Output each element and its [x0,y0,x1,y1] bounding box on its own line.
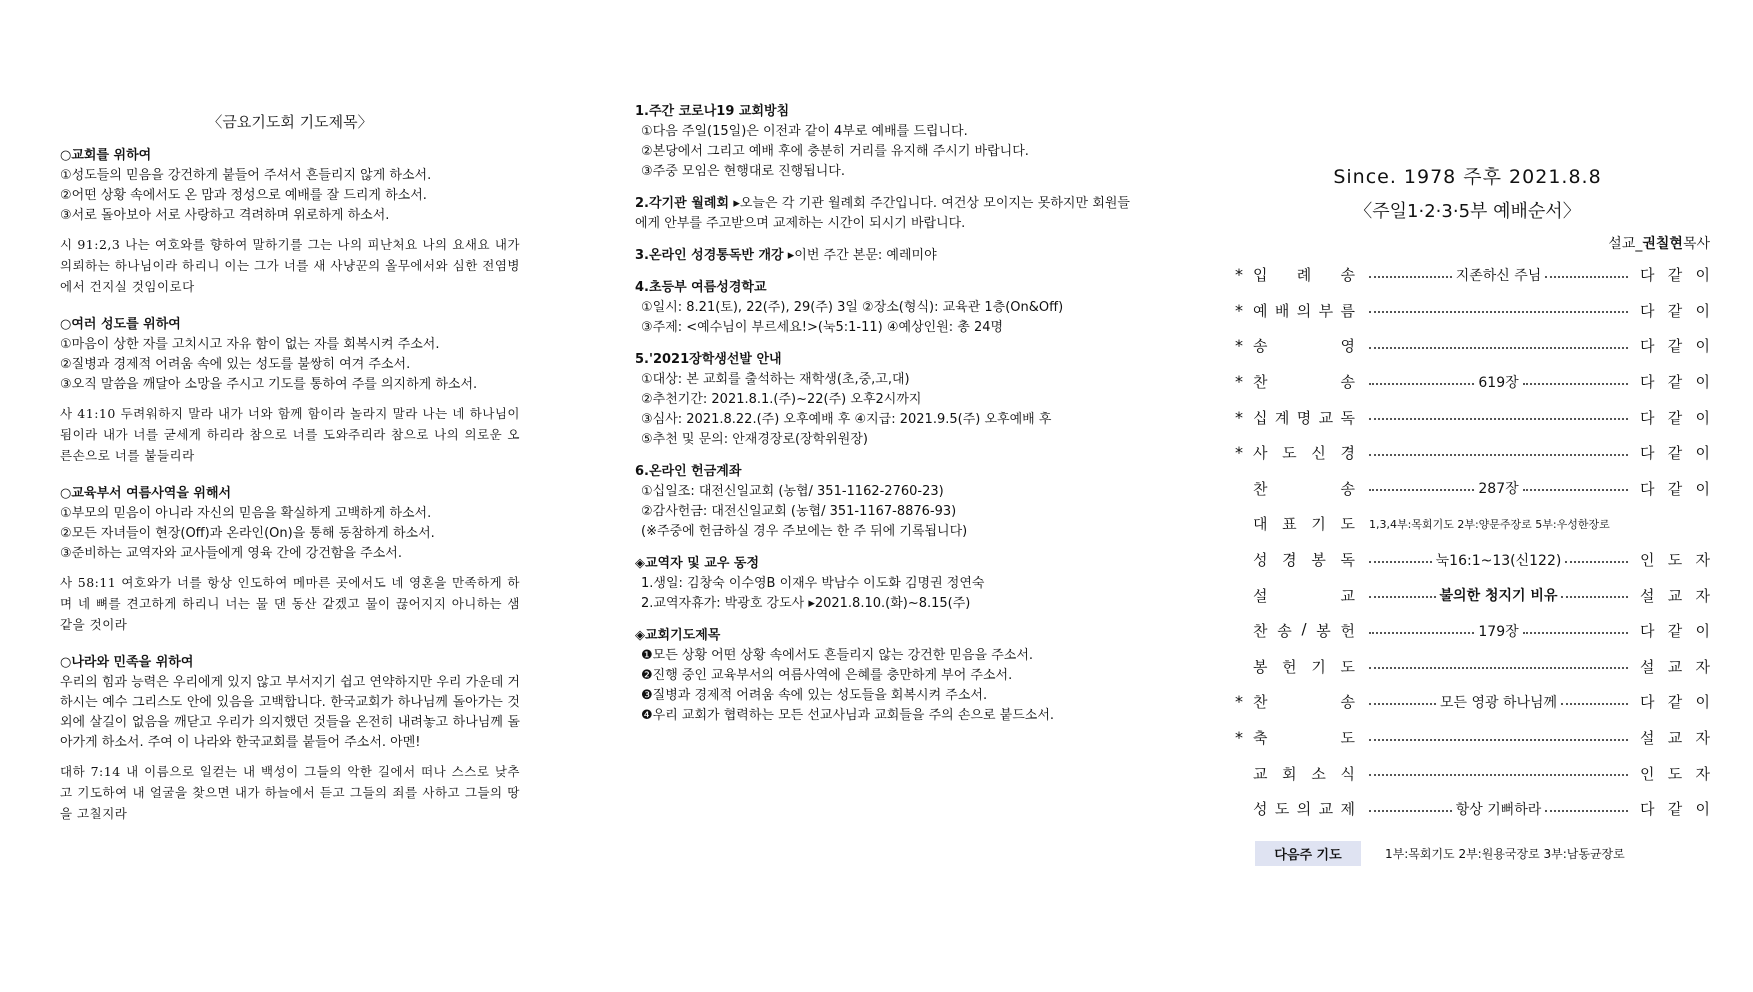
prayer-line: ②모든 자녀들이 현장(Off)과 온라인(On)을 통해 동참하게 하소서. [60,526,435,541]
order-item [1253,264,1355,285]
order-item-char: 도 [1340,515,1355,534]
order-detail [1369,265,1628,285]
notice-heading-text: ▸오늘은 각 기관 월례회 주간입니다. 여건상 모이지는 못하지만 회원들에게 안부를 주고받으며 교제하는 시간이 되시기 바랍니다. [635,196,1130,231]
order-detail [1369,307,1628,313]
order-leader-char: 같 [1667,266,1683,285]
order-leader-char: 같 [1667,301,1683,320]
order-row [1225,613,1710,649]
dot-leader [1369,774,1628,776]
notice-block [635,194,1130,234]
order-item [1253,691,1355,712]
order-item-char: 송 [1277,622,1292,641]
preacher-suffix: 목사 [1682,236,1710,252]
preacher-name: 권칠현 [1642,236,1683,252]
order-row [1225,257,1710,293]
order-leader-char: 자 [1695,586,1710,605]
section-heading: ○교회를 위하여 [60,148,152,163]
order-item-char: 찬 [1253,693,1268,712]
order-item-char: 찬 [1253,373,1268,392]
dot-leader [1369,667,1628,669]
order-row [1225,684,1710,720]
dot-leader [1523,383,1628,385]
notice-line: ①일시: 8.21(토), 22(주), 29(주) 3일 ②장소(형식): 교육관 1층(On&Off) [641,300,1064,315]
order-row [1225,720,1710,756]
order-leader-char: 이 [1695,800,1710,819]
order-note: 1,3,4부:목회기도 2부:양문주장로 5부:우성한장로 [1369,517,1610,531]
order-item [1253,656,1355,677]
order-leader-char: 다 [1640,266,1655,285]
order-item [1253,727,1355,748]
order-row [1225,791,1710,827]
order-leader [1640,549,1710,570]
order-leader [1640,478,1710,499]
notice-line: ③심사: 2021.8.22.(주) 오후예배 후 ④지급: 2021.9.5(주) 오후예배 후 [641,412,1052,427]
standing-mark: * [1235,728,1243,748]
notice-block [635,278,1130,338]
notice-line: ①십일조: 대전신일교회 (농협/ 351-1162-2760-23) [641,484,944,499]
order-item-char: 경 [1282,551,1297,570]
prayer-line: ①성도들의 믿음을 강건하게 붙들어 주셔서 흔들리지 않게 하소서. [60,168,432,183]
order-row [1225,577,1710,613]
dot-leader [1369,347,1628,349]
order-detail [1369,550,1628,570]
order-leader-char: 같 [1667,408,1683,427]
dot-leader [1565,561,1628,563]
order-leader [1640,371,1710,392]
order-leader [1640,300,1710,321]
order-row [1225,399,1710,435]
notice-line: ③주제: <예수님이 부르세요!>(눅5:1-11) ④예상인원: 총 24명 [641,320,1004,335]
order-item [1253,407,1355,428]
notice-block [635,246,1130,266]
order-leader-char: 다 [1640,693,1655,712]
dot-leader [1369,810,1452,812]
order-row [1225,506,1710,542]
order-detail-text: 모든 영광 하나님께 [1439,694,1558,711]
dot-leader [1561,596,1628,598]
notice-line: ⑤추천 및 문의: 안재경장로(장학위원장) [641,432,868,447]
order-item [1253,798,1355,819]
order-detail [1369,372,1628,392]
order-item [1253,300,1355,321]
order-detail [1369,450,1628,456]
order-item [1253,442,1355,463]
prayer-line: ①부모의 믿음이 아니라 자신의 믿음을 확실하게 고백하게 하소서. [60,506,432,521]
order-leader [1640,763,1710,784]
prayer-line: 우리의 힘과 능력은 우리에게 있지 않고 부서지기 쉽고 연약하지만 우리 가운데 거하시는 예수 그리스도 안에 있음을 고백합니다. 한국교회가 하나님께 돌아가는 것 외에 살길이 없음을 깨닫고 우리가 의지했던 것들을 온전히 내려놓고 하나님께 돌아가게 하소서. 주여 이 나라와 한국교회를 붙들어 주소서. 아멘! [60,675,520,750]
order-leader [1640,691,1710,712]
friday-prayer-column [60,112,520,824]
order-item [1253,763,1355,784]
notice-line: ②추천기간: 2021.8.1.(주)~22(주) 오후2시까지 [641,392,922,407]
standing-mark: * [1235,336,1243,356]
order-leader-char: 이 [1695,373,1710,392]
scripture-verse: 대하 7:14 내 이름으로 일컫는 내 백성이 그들의 악한 길에서 떠나 스스로 낮추고 기도하여 내 얼굴을 찾으면 내가 하늘에서 듣고 그들의 죄를 사하고 그들의 땅을 고칠지라 [60,764,520,821]
order-item-char: 설 [1253,586,1268,605]
order-leader-char: 이 [1695,266,1710,285]
order-leader-char: 다 [1640,301,1655,320]
notice-heading: ◈교역자 및 교우 동정 [635,556,760,571]
order-leader-char: 다 [1640,800,1655,819]
prayer-line: ②질병과 경제적 어려움 속에 있는 성도를 불쌍히 여겨 주소서. [60,357,411,372]
order-item-char: 봉 [1311,551,1326,570]
order-item-char: 송 [1340,693,1355,712]
order-item-char: 명 [1296,408,1312,427]
order-leader-char: 같 [1667,373,1683,392]
dot-leader [1545,810,1628,812]
order-leader-char: 같 [1667,693,1683,712]
notice-heading: ◈교회기도제목 [635,628,721,643]
order-leader-char: 교 [1667,657,1683,676]
order-leader-char: 설 [1640,657,1655,676]
order-item-char: 송 [1340,479,1355,498]
order-detail-text: 619장 [1478,374,1519,391]
notice-line: ②본당에서 그리고 예배 후에 충분히 거리를 유지해 주시기 바랍니다. [641,144,1029,159]
order-item-char: 제 [1340,800,1355,819]
order-item [1253,585,1355,606]
notice-block [635,350,1130,450]
order-detail-text: 287장 [1478,481,1519,498]
notice-line: ❸질병과 경제적 어려움 속에 있는 성도들을 회복시켜 주소서. [641,688,988,703]
order-item-char: 입 [1253,266,1268,285]
order-detail [1369,692,1628,712]
order-item-char: 독 [1340,408,1355,427]
notice-line: ①대상: 본 교회를 출석하는 재학생(초,중,고,대) [641,372,910,387]
order-item-char: 도 [1282,444,1297,463]
dot-leader [1523,489,1628,491]
order-leader [1640,585,1710,606]
order-leader-char: 도 [1667,551,1683,570]
order-item-char: 교 [1318,408,1334,427]
notice-line: ❷진행 중인 교육부서의 여름사역에 은혜를 충만하게 부어 주소서. [641,668,1013,683]
standing-mark: * [1235,372,1243,392]
order-detail-text: 지존하신 주님 [1455,267,1542,284]
order-detail [1369,585,1628,605]
notice-line: ②감사헌금: 대전신일교회 (농협/ 351-1167-8876-93) [641,504,957,519]
notice-heading-line [635,554,1130,574]
dot-leader [1369,596,1436,598]
dot-leader [1369,311,1628,313]
order-item-char: 식 [1340,764,1355,783]
worship-order-column [1225,162,1710,866]
notice-heading: 2.각기관 월례회 [635,196,730,211]
order-leader-char: 다 [1640,622,1655,641]
order-leader-char: 이 [1695,693,1710,712]
order-leader-char: 이 [1695,444,1710,463]
notices-list [635,102,1130,726]
prayer-line: ③오직 말씀을 깨달아 소망을 주시고 기도를 통하여 주를 의지하게 하소서. [60,377,478,392]
order-item-char: 기 [1311,657,1326,676]
order-item-char: 신 [1311,444,1326,463]
order-item-char: 소 [1311,764,1326,783]
notice-block [635,626,1130,726]
dot-leader [1369,739,1628,741]
section-heading: ○나라와 민족을 위하여 [60,655,194,670]
notice-line: ③주중 모임은 현행대로 진행됩니다. [641,164,845,179]
standing-mark: * [1235,692,1243,712]
notice-line: (※주중에 헌금하실 경우 주보에는 한 주 뒤에 기록됩니다) [641,524,968,539]
dot-leader [1369,561,1432,563]
order-item-char: 도 [1340,729,1355,748]
order-item-char: 송 [1340,266,1355,285]
order-leader [1640,727,1710,748]
order-detail [1369,735,1628,741]
order-leader-char: 이 [1695,408,1710,427]
notice-heading-line [635,626,1130,646]
prayer-line: ③서로 돌아보아 서로 사랑하고 격려하며 위로하게 하소서. [60,208,390,223]
order-detail [1369,799,1628,819]
order-item-char: 회 [1282,764,1297,783]
order-item-char: 찬 [1253,479,1268,498]
order-leader-char: 이 [1695,337,1710,356]
order-item [1253,620,1355,641]
friday-prayer-title: 〈금요기도회 기도제목〉 [207,113,373,131]
prayer-line: ②어떤 상황 속에서도 온 맘과 정성으로 예배를 잘 드리게 하소서. [60,188,427,203]
order-leader [1640,264,1710,285]
order-item-char: 사 [1253,444,1268,463]
order-row [1225,328,1710,364]
order-item-char: 독 [1340,551,1355,570]
order-detail [1369,478,1628,498]
dot-leader [1523,632,1628,634]
order-leader-char: 다 [1640,373,1655,392]
order-leader [1640,656,1710,677]
order-detail-text: 179장 [1478,623,1519,640]
order-item-char: 교 [1253,764,1268,783]
notice-block [635,554,1130,614]
order-item-char: 대 [1253,515,1268,534]
notice-line: ①다음 주일(15일)은 이전과 같이 4부로 예배를 드립니다. [641,124,968,139]
order-item-char: 계 [1274,408,1290,427]
order-item-char: 배 [1274,301,1290,320]
order-item [1253,335,1355,356]
notice-line: ❹우리 교회가 협력하는 모든 선교사님과 교회들을 주의 손으로 붙드소서. [641,708,1055,723]
notice-heading: 1.주간 코로나19 교회방침 [635,104,790,119]
order-item-char: 찬 [1253,622,1268,641]
dot-leader [1545,276,1628,278]
order-item-char: 경 [1340,444,1355,463]
order-row [1225,542,1710,578]
order-item-char: 교 [1318,800,1334,819]
order-item-char: / [1301,620,1307,639]
prayer-section [60,653,520,824]
order-item-char: 례 [1296,266,1312,285]
order-detail [1369,770,1628,776]
order-item-char: 송 [1253,337,1268,356]
order-row [1225,364,1710,400]
order-leader-char: 이 [1695,301,1710,320]
order-item [1253,513,1355,534]
order-detail-text: 불의한 청지기 비유 [1439,588,1558,605]
standing-mark: * [1235,407,1243,427]
order-detail [1369,621,1628,641]
order-leader-char: 이 [1695,622,1710,641]
worship-order-title: 〈주일1·2·3·5부 예배순서〉 [1354,201,1581,222]
order-leader [1640,798,1710,819]
order-row [1225,755,1710,791]
order-item-char: 헌 [1282,657,1297,676]
order-detail-text: 항상 기뻐하라 [1455,801,1542,818]
order-leader-char: 교 [1667,586,1683,605]
order-item-char: 표 [1282,515,1297,534]
next-week-text: 1부:목회기도 2부:원용국장로 3부:남동균장로 [1385,846,1625,861]
order-row [1225,649,1710,685]
preacher-prefix: 설교_ [1608,236,1643,252]
prayer-line: ③준비하는 교역자와 교사들에게 영육 간에 강건함을 주소서. [60,546,402,561]
prayer-line: ①마음이 상한 자를 고치시고 자유 함이 없는 자를 회복시켜 주소서. [60,337,440,352]
notice-heading-line [635,102,1130,122]
scripture-verse: 사 58:11 여호와가 너를 항상 인도하여 메마른 곳에서도 네 영혼을 만족하게 하며 네 뼈를 견고하게 하리니 너는 물 댄 동산 같겠고 물이 끊어지지 아니하는 샘 같을 것이라 [60,575,520,632]
worship-order-list [1225,257,1710,827]
order-row [1225,293,1710,329]
order-detail [1369,663,1628,669]
order-detail [1369,343,1628,349]
prayer-sections [60,146,520,824]
order-leader-char: 설 [1640,586,1655,605]
order-item-char: 봉 [1253,657,1268,676]
order-item-char: 축 [1253,729,1268,748]
prayer-section [60,146,520,297]
order-item-char: 송 [1340,373,1355,392]
order-item-char: 영 [1340,337,1355,356]
order-item-char: 의 [1296,800,1312,819]
next-week-prayer [1225,841,1710,866]
order-item-char: 기 [1311,515,1326,534]
order-item-char: 성 [1253,551,1268,570]
order-item [1253,549,1355,570]
order-leader-char: 도 [1667,764,1683,783]
notice-heading: 4.초등부 여름성경학교 [635,280,767,295]
order-row [1225,435,1710,471]
order-item [1253,371,1355,392]
notices-column [635,102,1130,726]
order-item-char: 성 [1253,800,1268,819]
standing-mark: * [1235,300,1243,320]
dot-leader [1561,703,1628,705]
prayer-section [60,315,520,466]
dot-leader [1369,454,1628,456]
order-item-char: 부 [1318,301,1334,320]
order-leader [1640,620,1710,641]
prayer-section [60,484,520,635]
order-item [1253,478,1355,499]
standing-mark: * [1235,443,1243,463]
notice-heading-text: ▸이번 주간 본문: 예레미야 [783,248,937,263]
preacher-line [1225,233,1710,253]
order-item-char: 교 [1340,586,1355,605]
order-leader-char: 자 [1695,551,1710,570]
order-item-char: 예 [1253,301,1268,320]
dot-leader [1369,489,1474,491]
section-heading: ○교육부서 여름사역을 위해서 [60,486,232,501]
order-leader [1640,407,1710,428]
order-leader-char: 자 [1695,764,1710,783]
order-leader-char: 인 [1640,764,1655,783]
order-leader-char: 설 [1640,729,1655,748]
notice-heading-line [635,462,1130,482]
order-item-char: 의 [1296,301,1312,320]
scripture-verse: 시 91:2,3 나는 여호와를 향하여 말하기를 그는 나의 피난처요 나의 요새요 내가 의뢰하는 하나님이라 하리니 이는 그가 너를 새 사냥꾼의 올무에서와 심한 전염병에서 건지실 것임이로다 [60,237,520,294]
notice-block [635,462,1130,542]
order-leader-char: 다 [1640,408,1655,427]
order-leader-char: 다 [1640,479,1655,498]
order-leader [1640,335,1710,356]
notice-heading-line [635,350,1130,370]
order-item-char: 도 [1340,657,1355,676]
section-heading: ○여러 성도를 위하여 [60,317,181,332]
dot-leader [1369,418,1628,420]
notice-heading-line [635,194,1130,234]
next-week-label: 다음주 기도 [1255,841,1361,866]
notice-heading-line [635,278,1130,298]
notice-line: 2.교역자휴가: 박광호 강도사 ▸2021.8.10.(화)~8.15(주) [641,596,971,611]
notice-heading: 5.'2021장학생선발 안내 [635,352,782,367]
order-item-char: 름 [1340,301,1355,320]
order-leader-char: 같 [1667,622,1683,641]
order-item-char: 십 [1253,408,1268,427]
order-detail [1369,414,1628,420]
dot-leader [1369,383,1474,385]
order-leader-char: 교 [1667,729,1683,748]
notice-block [635,102,1130,182]
order-leader-char: 같 [1667,479,1683,498]
dot-leader [1369,276,1452,278]
order-row [1225,471,1710,507]
order-item-char: 도 [1274,800,1290,819]
order-leader-char: 자 [1695,657,1710,676]
order-leader-char: 이 [1695,479,1710,498]
notice-line: ❶모든 상황 어떤 상황 속에서도 흔들리지 않는 강건한 믿음을 주소서. [641,648,1034,663]
order-leader-char: 같 [1667,337,1683,356]
notice-heading-line [635,246,1130,266]
dot-leader [1369,632,1474,634]
order-leader-char: 다 [1640,444,1655,463]
notice-heading: 6.온라인 헌금계좌 [635,464,742,479]
order-leader [1640,442,1710,463]
order-detail-text: 눅16:1~13(신122) [1435,552,1562,569]
order-leader-char: 인 [1640,551,1655,570]
order-leader-char: 같 [1667,444,1683,463]
order-item-char: 봉 [1316,622,1331,641]
notice-heading: 3.온라인 성경통독반 개강 [635,248,784,263]
scripture-verse: 사 41:10 두려워하지 말라 내가 너와 함께 함이라 놀라지 말라 나는 네 하나님이 됨이라 내가 너를 굳세게 하리라 참으로 너를 도와주리라 참으로 나의 의로운 오른손으로 너를 붙들리라 [60,406,520,463]
notice-line: 1.생일: 김창숙 이수영B 이재우 박남수 이도화 김명권 정연숙 [641,576,985,591]
order-leader-char: 같 [1667,800,1683,819]
standing-mark: * [1235,265,1243,285]
order-leader-char: 자 [1695,729,1710,748]
order-item-char: 헌 [1340,622,1355,641]
since-date: Since. 1978 주후 2021.8.8 [1333,166,1602,188]
dot-leader [1369,703,1436,705]
order-leader-char: 다 [1640,337,1655,356]
